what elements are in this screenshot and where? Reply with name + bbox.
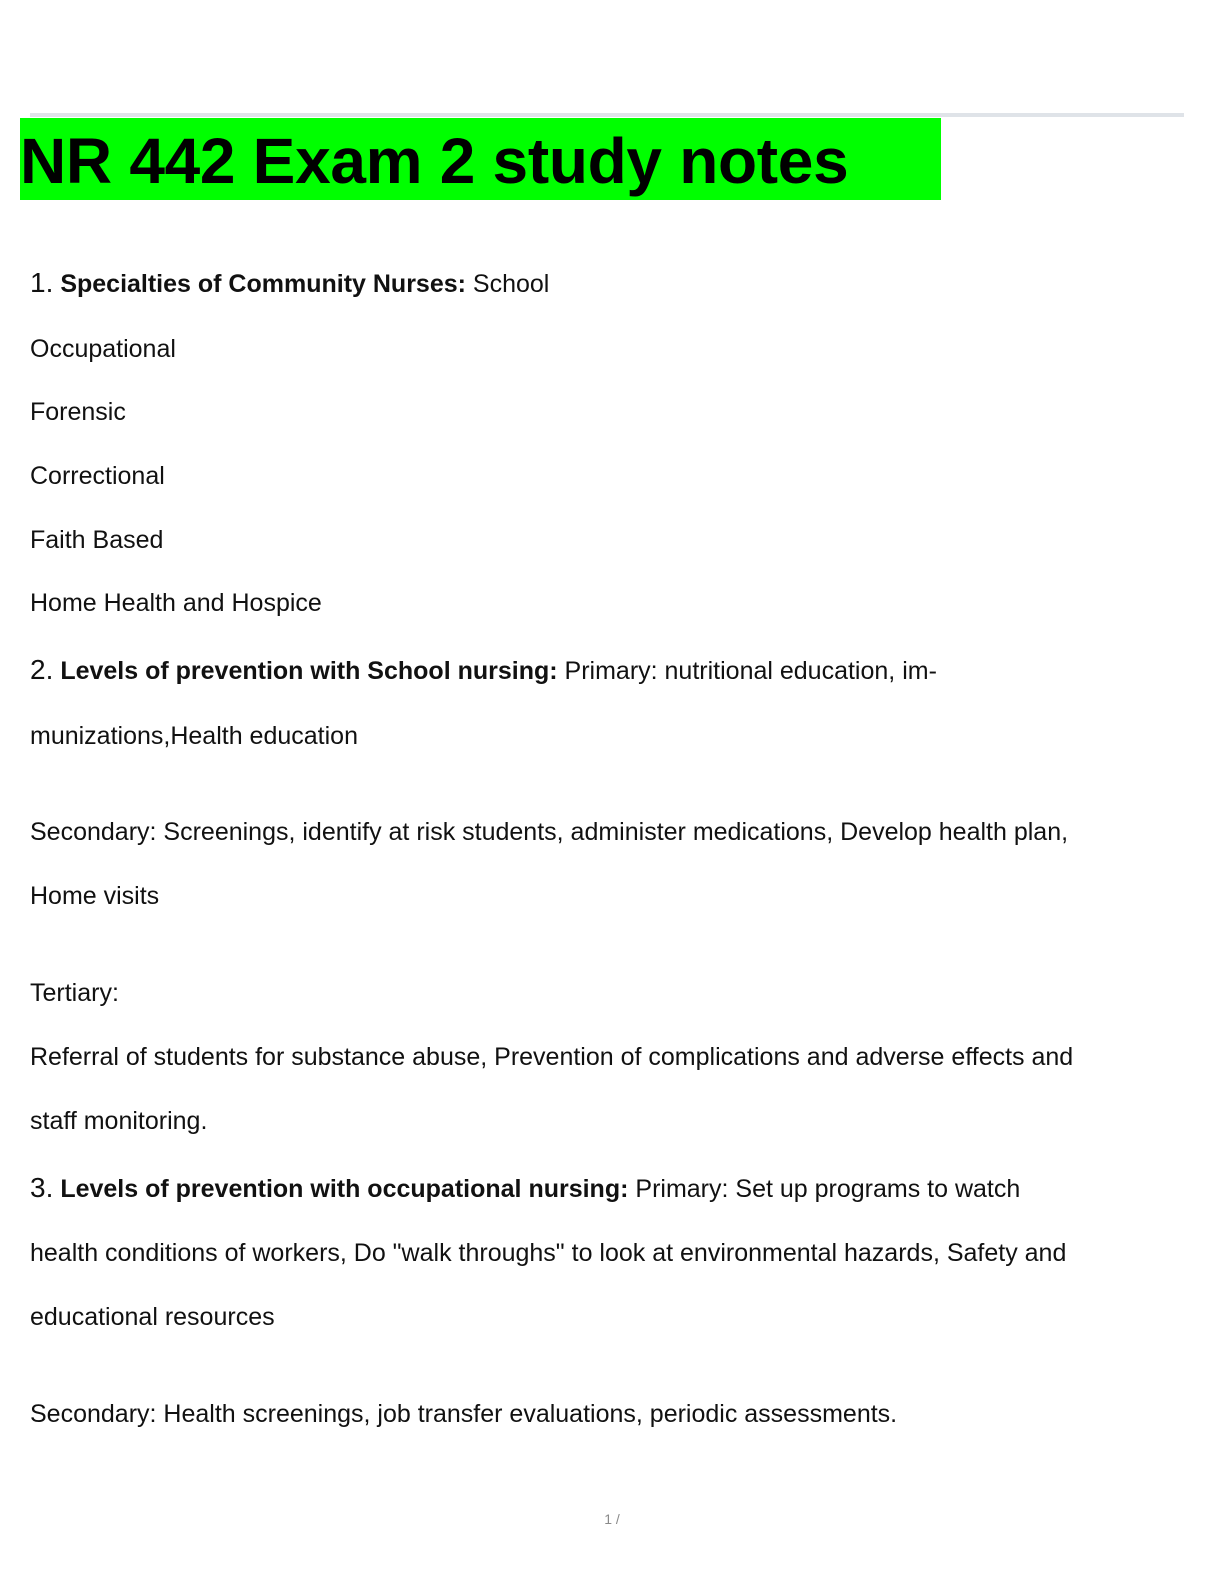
item-2-line: staff monitoring. (30, 1107, 208, 1135)
item-1-line: Forensic (30, 398, 126, 426)
item-number: 2. (30, 654, 54, 685)
page-title: NR 442 Exam 2 study notes (20, 125, 849, 197)
item-1-line: Correctional (30, 462, 165, 490)
item-2-line: munizations,Health education (30, 722, 358, 750)
item-heading: Specialties of Community Nurses: (60, 270, 466, 298)
item-1-line: Faith Based (30, 526, 164, 554)
item-2-line: Home visits (30, 882, 160, 910)
item-2-line: Secondary: Screenings, identify at risk students, administer medications, Develop health plan, (30, 818, 1069, 846)
item-3-line: Secondary: Health screenings, job transfer evaluations, periodic assessments. (30, 1400, 898, 1428)
header-rule (30, 113, 1184, 117)
item-1-line: Home Health and Hospice (30, 589, 322, 617)
item-number: 3. (30, 1172, 54, 1203)
item-text: Primary: Set up programs to watch (635, 1175, 1021, 1203)
page-number: 1 / (604, 1511, 620, 1527)
item-3-header (30, 1173, 1020, 1204)
item-2-line: Tertiary: (30, 979, 119, 1007)
item-3-line: educational resources (30, 1303, 275, 1331)
item-number: 1. (30, 267, 54, 298)
item-3-line: health conditions of workers, Do "walk throughs" to look at environmental hazards, Safety and (30, 1239, 1067, 1267)
title-highlight (20, 118, 941, 200)
item-2-header (30, 655, 937, 686)
item-2-line: Referral of students for substance abuse, Prevention of complications and adverse effects and (30, 1043, 1074, 1071)
item-heading: Levels of prevention with occupational nursing: (60, 1175, 629, 1203)
item-text: Primary: nutritional education, im- (564, 657, 937, 685)
item-heading: Levels of prevention with School nursing: (60, 657, 558, 685)
item-1-line: Occupational (30, 335, 176, 363)
item-text: School (472, 270, 550, 298)
item-1-header (30, 268, 549, 299)
